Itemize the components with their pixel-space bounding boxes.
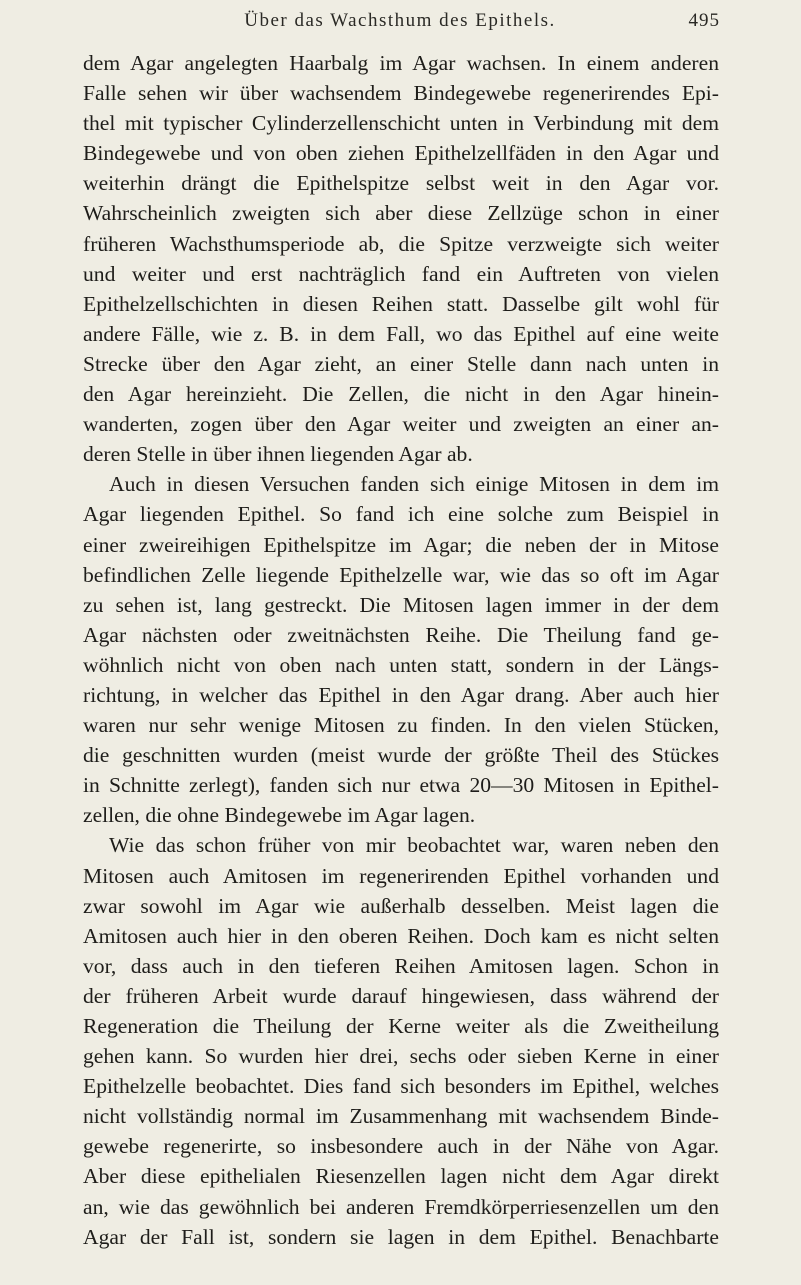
text-line: die geschnitten wurden (meist wurde der größte Theil des Stückes	[83, 743, 719, 768]
text-line: andere Fälle, wie z. B. in dem Fall, wo das Epithel auf eine weite	[83, 321, 719, 346]
text-line: zu sehen ist, lang gestreckt. Die Mitosen lagen immer in der dem	[83, 592, 719, 617]
text-line: Wahrscheinlich zweigten sich aber diese Zellzüge schon in einer	[83, 201, 719, 226]
text-line: den Agar hereinzieht. Die Zellen, die nicht in den Agar hinein-	[83, 382, 719, 407]
text-line: Epithelzellschichten in diesen Reihen statt. Dasselbe gilt wohl für	[83, 291, 719, 316]
paragraph-start-line: Auch in diesen Versuchen fanden sich einige Mitosen in dem im	[109, 472, 719, 497]
text-line: und weiter und erst nachträglich fand ein Auftreten von vielen	[83, 261, 719, 286]
text-line: zwar sowohl im Agar wie außerhalb desselben. Meist lagen die	[83, 893, 719, 918]
text-line: wöhnlich nicht von oben nach unten statt, sondern in der Längs-	[83, 652, 719, 677]
page-header	[80, 10, 720, 40]
paragraph-end-line: deren Stelle in über ihnen liegenden Agar ab.	[83, 442, 473, 467]
text-line: gehen kann. So wurden hier drei, sechs oder sieben Kerne in einer	[83, 1044, 719, 1069]
text-line: waren nur sehr wenige Mitosen zu finden. In den vielen Stücken,	[83, 713, 719, 738]
text-line: früheren Wachsthumsperiode ab, die Spitze verzweigte sich weiter	[83, 231, 719, 256]
text-line: Regeneration die Theilung der Kerne weiter als die Zweitheilung	[83, 1014, 719, 1038]
paragraph-end-line: zellen, die ohne Bindegewebe im Agar lagen.	[83, 803, 476, 828]
text-line: Aber diese epithelialen Riesenzellen lagen nicht dem Agar direkt	[83, 1164, 719, 1189]
text-line: dem Agar angelegten Haarbalg im Agar wachsen. In einem anderen	[83, 51, 719, 75]
text-line: Falle sehen wir über wachsendem Bindegewebe regenerirendes Epi-	[83, 81, 719, 106]
text-line: Epithelzelle beobachtet. Dies fand sich besonders im Epithel, welches	[83, 1074, 719, 1099]
text-line: befindlichen Zelle liegende Epithelzelle war, wie das so oft im Agar	[83, 562, 719, 587]
paragraph-start-line: Wie das schon früher von mir beobachtet war, waren neben den	[109, 833, 719, 858]
text-line: an, wie das gewöhnlich bei anderen Fremdkörperriesenzellen um den	[83, 1194, 719, 1219]
body-text	[83, 48, 719, 1252]
text-line: vor, dass auch in den tieferen Reihen Amitosen lagen. Schon in	[83, 953, 719, 978]
text-line: wanderten, zogen über den Agar weiter und zweigten an einer an-	[83, 412, 719, 437]
running-title: Über das Wachsthum des Epithels.	[244, 10, 556, 31]
text-line: weiterhin drängt die Epithelspitze selbst weit in den Agar vor.	[83, 171, 719, 196]
text-line: Agar liegenden Epithel. So fand ich eine solche zum Beispiel in	[83, 502, 719, 527]
text-line: Amitosen auch hier in den oberen Reihen. Doch kam es nicht selten	[83, 923, 719, 948]
text-line: gewebe regenerirte, so insbesondere auch in der Nähe von Agar.	[83, 1134, 719, 1159]
text-line: Strecke über den Agar zieht, an einer Stelle dann nach unten in	[83, 351, 719, 376]
text-line: thel mit typischer Cylinderzellenschicht unten in Verbindung mit dem	[83, 111, 719, 136]
text-line: einer zweireihigen Epithelspitze im Agar; die neben der in Mitose	[83, 532, 719, 557]
text-line: Agar nächsten oder zweitnächsten Reihe. Die Theilung fand ge-	[83, 622, 719, 647]
text-line: der früheren Arbeit wurde darauf hingewiesen, dass während der	[83, 983, 719, 1008]
text-line: Mitosen auch Amitosen im regenerirenden Epithel vorhanden und	[83, 863, 719, 888]
text-line: richtung, in welcher das Epithel in den Agar drang. Aber auch hier	[83, 682, 719, 707]
page-number: 495	[688, 10, 720, 31]
text-line: Agar der Fall ist, sondern sie lagen in dem Epithel. Benachbarte	[83, 1224, 719, 1249]
text-line: Bindegewebe und von oben ziehen Epithelzellfäden in den Agar und	[83, 141, 719, 166]
text-line: in Schnitte zerlegt), fanden sich nur etwa 20—30 Mitosen in Epithel-	[83, 773, 719, 798]
text-line: nicht vollständig normal im Zusammenhang mit wachsendem Binde-	[83, 1104, 719, 1129]
